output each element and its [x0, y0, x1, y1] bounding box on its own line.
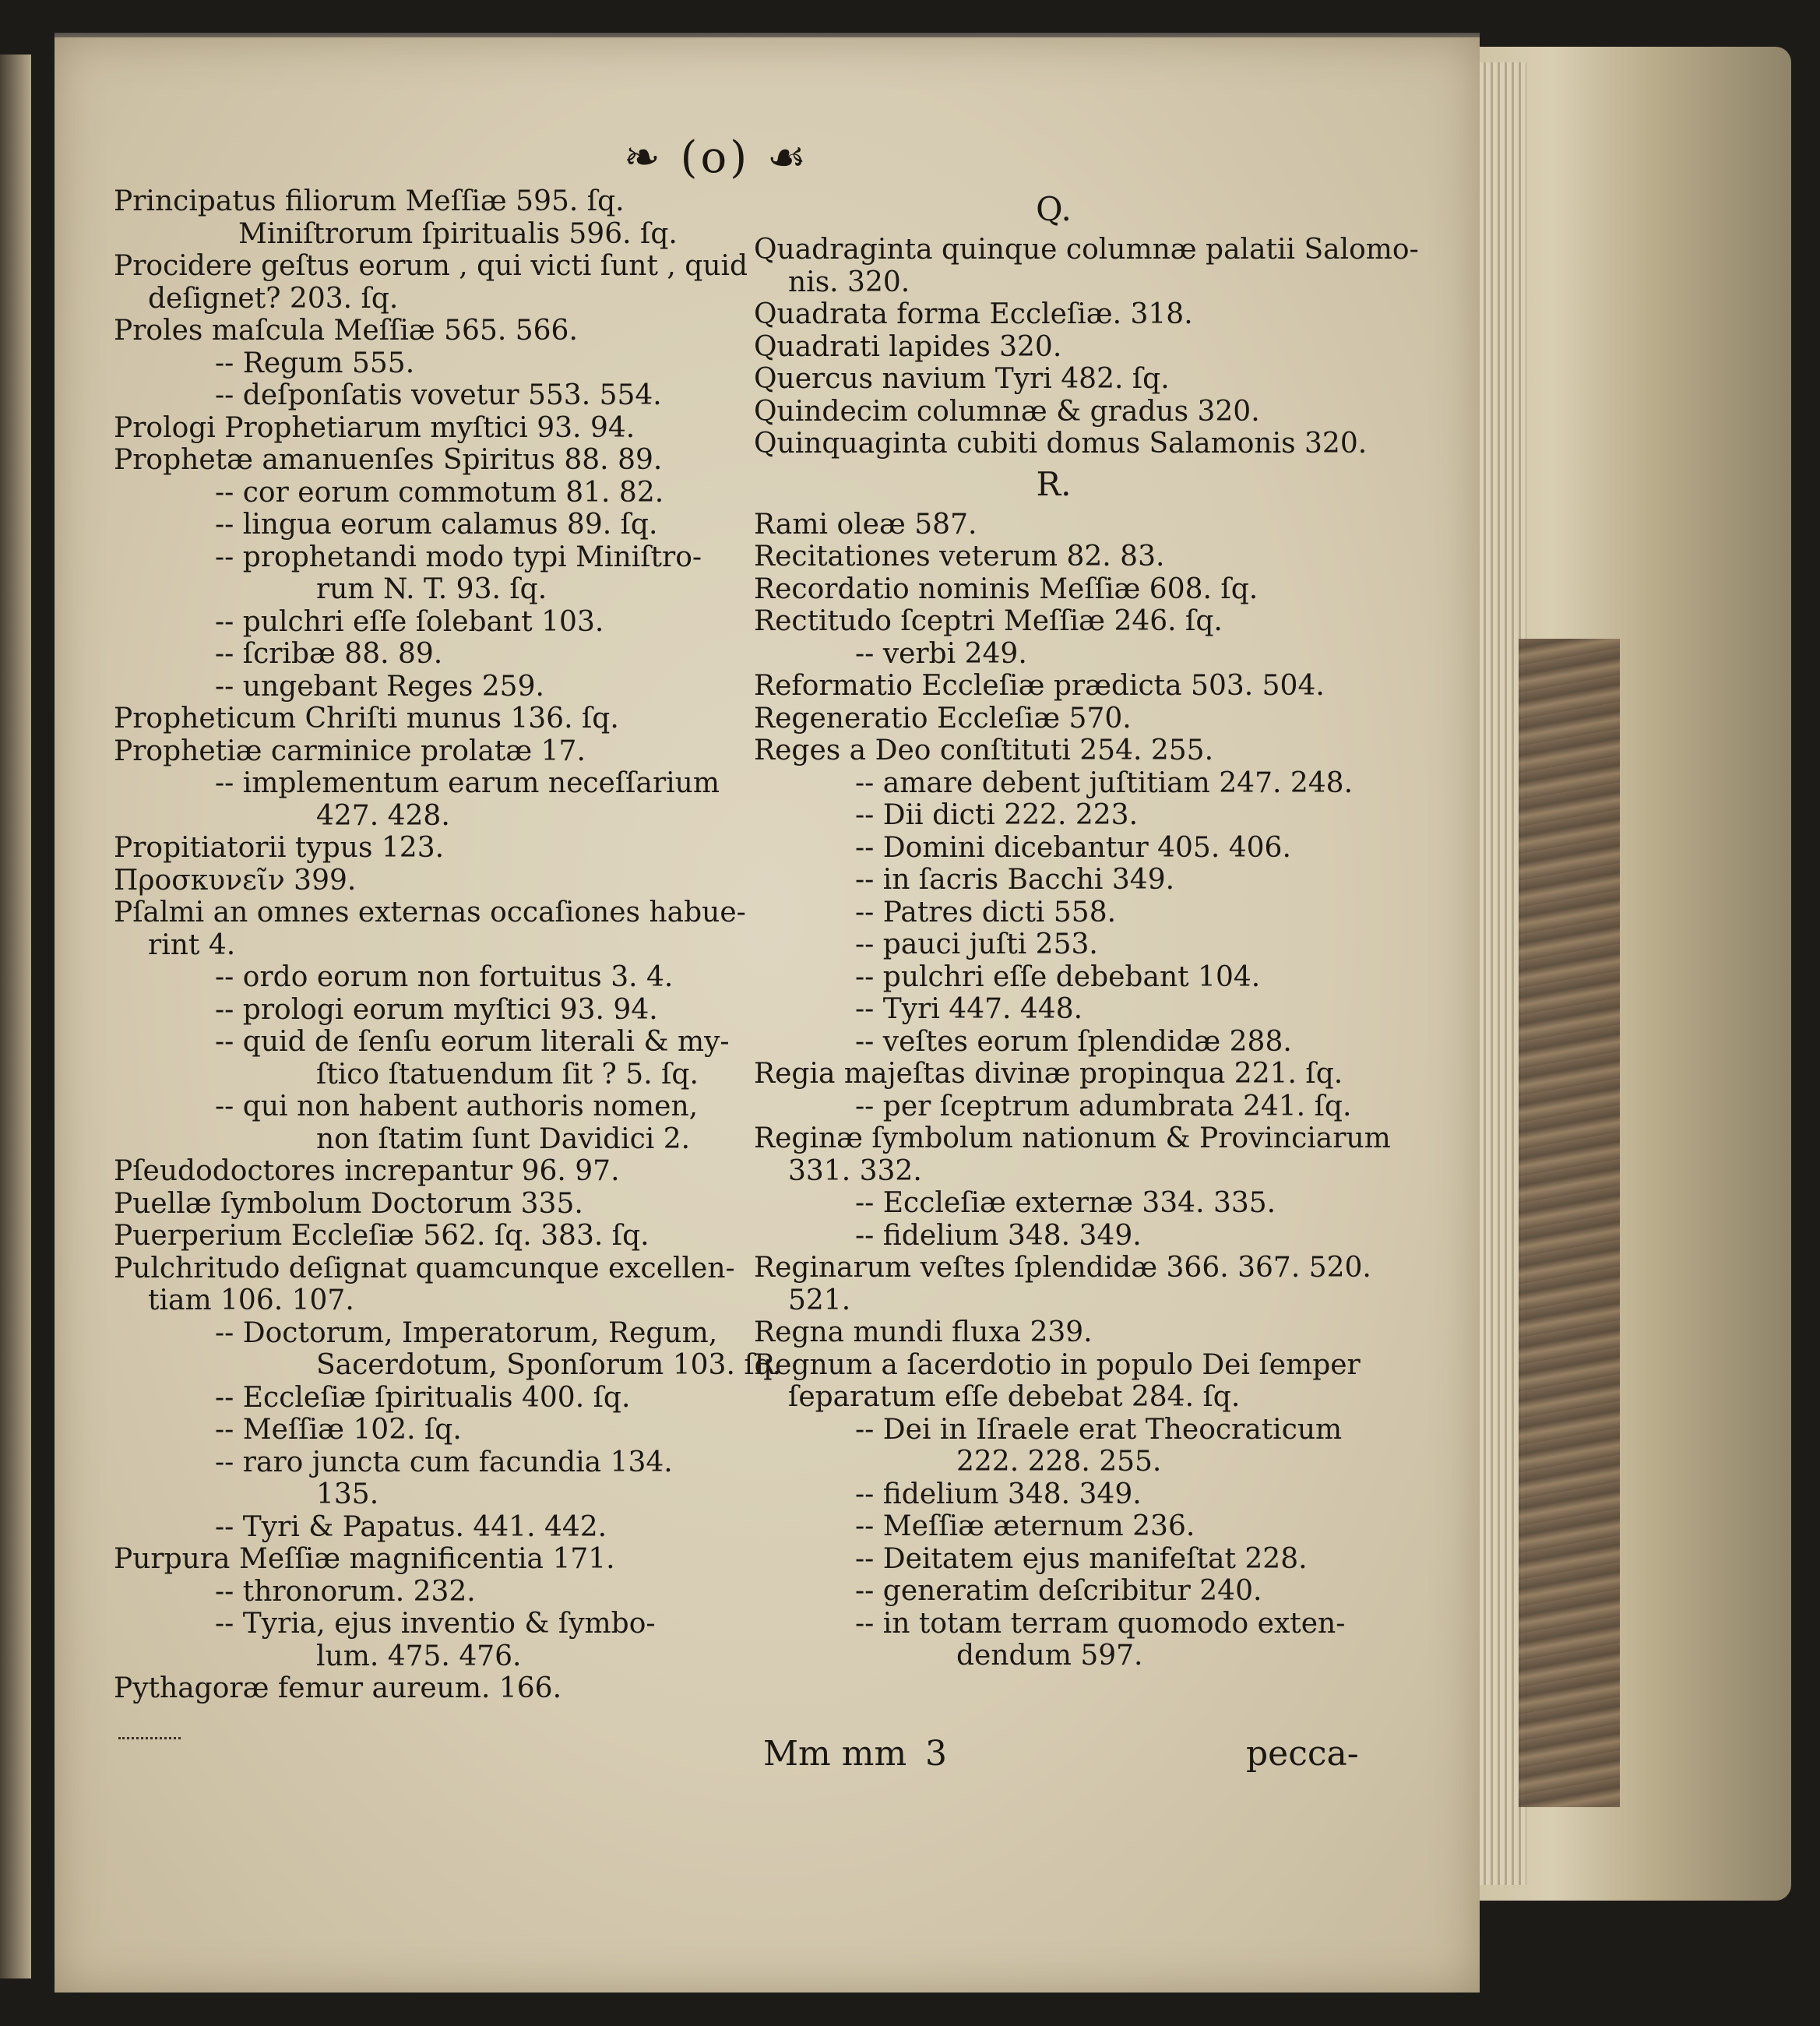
leather-binding [1519, 639, 1620, 1807]
index-entry: -- implementum earum neceſſarium [215, 767, 720, 799]
index-entry: -- Eccleſiæ ſpiritualis 400. ſq. [215, 1381, 631, 1414]
index-entry: Pſeudodoctores increpantur 96. 97. [114, 1155, 620, 1187]
index-entry: 427. 428. [316, 799, 450, 832]
index-entry: rint 4. [148, 928, 236, 961]
index-entry: -- Meſſiæ æternum 236. [855, 1510, 1195, 1542]
index-entry: Quadraginta quinque columnæ palatii Salomo- [754, 234, 1419, 266]
index-entry: -- fidelium 348. 349. [855, 1478, 1142, 1510]
index-entry: Miniſtrorum ſpiritualis 596. ſq. [238, 217, 678, 250]
signature-mark: Mm mm [763, 1734, 907, 1774]
index-entry: -- in ſacris Bacchi 349. [855, 864, 1175, 896]
index-entry: Prophetiæ carminice prolatæ 17. [114, 735, 586, 767]
index-entry: Reginarum veſtes ſplendidæ 366. 367. 520. [754, 1252, 1371, 1284]
index-entry: -- deſponſatis vovetur 553. 554. [215, 379, 662, 411]
index-entry: lum. 475. 476. [316, 1640, 522, 1672]
index-entry: Puerperium Eccleſiæ 562. ſq. 383. ſq. [114, 1220, 649, 1252]
index-entry: deſignet? 203. ſq. [148, 282, 399, 315]
index-entry: Purpura Meſſiæ magnificentia 171. [114, 1543, 615, 1575]
index-entry: Puellæ ſymbolum Doctorum 335. [114, 1187, 583, 1220]
index-entry: Regnum a ſacerdotio in populo Dei ſemper [754, 1348, 1361, 1381]
index-entry: Reformatio Eccleſiæ prædicta 503. 504. [754, 670, 1325, 702]
index-entry: Prologi Prophetiarum myſtici 93. 94. [114, 411, 635, 444]
index-entry: rum N. T. 93. ſq. [316, 573, 547, 605]
index-entry: -- Eccleſiæ externæ 334. 335. [855, 1187, 1276, 1219]
index-entry: -- quid de ſenſu eorum literali & my- [215, 1026, 730, 1058]
section-letter: Q. [1036, 190, 1072, 228]
index-entry: -- cor eorum commotum 81. 82. [215, 476, 664, 509]
index-entry: tiam 106. 107. [148, 1284, 354, 1316]
index-entry: Regia majeſtas divinæ propinqua 221. ſq. [754, 1058, 1343, 1090]
index-entry: Rami oleæ 587. [754, 508, 977, 541]
index-entry: -- Domini dicebantur 405. 406. [855, 831, 1291, 864]
index-entry: Rectitudo ſceptri Meſſiæ 246. ſq. [754, 605, 1223, 637]
index-entry: -- Deitatem ejus manifeſtat 228. [855, 1542, 1308, 1575]
right-index-column [754, 185, 1419, 1672]
index-entry: -- Tyri & Papatus. 441. 442. [215, 1510, 607, 1543]
index-entry: -- Dei in Iſraele erat Theocraticum [855, 1413, 1343, 1446]
index-entry: -- Patres dicti 558. [855, 896, 1117, 928]
left-index-column [114, 185, 782, 1705]
index-entry: Quindecim columnæ & gradus 320. [754, 395, 1260, 428]
index-entry: 331. 332. [788, 1154, 922, 1187]
index-entry: -- pauci juſti 253. [855, 928, 1098, 960]
index-entry: -- verbi 249. [855, 637, 1027, 670]
index-entry: -- Doctorum, Imperatorum, Regum, [215, 1316, 718, 1349]
index-entry: -- in totam terram quomodo exten- [855, 1607, 1346, 1640]
index-entry: Προσκυνεῖν 399. [114, 864, 357, 897]
index-entry: Propheticum Chriſti munus 136. ſq. [114, 703, 619, 735]
header-ornament-text: (o) [680, 132, 751, 183]
facing-page-edge [0, 55, 31, 1978]
index-entry: Reges a Deo conſtituti 254. 255. [754, 735, 1214, 766]
index-entry: -- Regum 555. [215, 347, 415, 379]
index-entry: Pythagoræ femur aureum. 166. [114, 1672, 562, 1704]
index-entry: -- ordo eorum non fortuitus 3. 4. [215, 961, 674, 993]
signature-number: 3 [925, 1734, 947, 1774]
index-entry: -- ſcribæ 88. 89. [215, 638, 443, 670]
index-entry: -- amare debent juſtitiam 247. 248. [855, 766, 1354, 799]
index-entry: Procidere geſtus eorum , qui victi ſunt , quid [114, 250, 748, 282]
index-entry: -- prologi eorum myſtici 93. 94. [215, 993, 658, 1026]
index-entry: Quinquaginta cubiti domus Salamonis 320. [754, 428, 1368, 460]
index-entry: Pſalmi an omnes externas occaſiones habue- [114, 897, 746, 928]
catchword: pecca- [1246, 1734, 1359, 1774]
index-entry: 521. [788, 1284, 851, 1316]
index-entry: Recitationes veterum 82. 83. [754, 541, 1165, 573]
index-entry: -- thronorum. 232. [215, 1575, 476, 1608]
index-entry: dendum 597. [956, 1640, 1143, 1672]
index-entry: Pulchritudo deſignat quamcunque excellen- [114, 1252, 735, 1284]
index-entry: Quadrati lapides 320. [754, 330, 1062, 363]
index-entry: Principatus filiorum Meſſiæ 595. ſq. [114, 185, 625, 217]
index-entry: -- pulchri eſſe ſolebant 103. [215, 605, 604, 638]
index-entry: -- qui non habent authoris nomen, [215, 1091, 699, 1122]
index-entry: Quercus navium Tyri 482. ſq. [754, 363, 1170, 395]
index-entry: ſeparatum eſſe debebat 284. ſq. [788, 1381, 1241, 1413]
index-entry: ſtico ſtatuendum ſit ? 5. ſq. [316, 1058, 699, 1091]
index-entry: Proles maſcula Meſſiæ 565. 566. [114, 315, 578, 347]
index-entry: Prophetæ amanuenſes Spiritus 88. 89. [114, 444, 663, 476]
printer-mark [118, 1737, 181, 1742]
index-entry: -- lingua eorum calamus 89. ſq. [215, 509, 658, 541]
index-entry: -- generatim deſcribitur 240. [855, 1575, 1262, 1607]
index-entry: -- pulchri eſſe debebant 104. [855, 960, 1261, 993]
header-ornament-right: ☙ [766, 132, 810, 183]
index-entry: Propitiatorii typus 123. [114, 832, 445, 864]
header-ornament-left: ❧ [623, 132, 664, 183]
index-entry: -- Tyria, ejus inventio & ſymbo- [215, 1608, 656, 1640]
index-entry: -- prophetandi modo typi Miniſtro- [215, 541, 702, 573]
index-entry: -- Tyri 447. 448. [855, 993, 1083, 1025]
index-entry: Regna mundi fluxa 239. [754, 1316, 1093, 1348]
index-entry: -- veſtes eorum ſplendidæ 288. [855, 1025, 1292, 1058]
index-entry: -- Dii dicti 222. 223. [855, 799, 1139, 831]
section-letter: R. [1036, 464, 1072, 503]
index-entry: Quadrata forma Eccleſiæ. 318. [754, 298, 1193, 330]
index-entry: Reginæ ſymbolum nationum & Provinciarum [754, 1122, 1391, 1154]
index-entry: non ſtatim ſunt Davidici 2. [316, 1122, 691, 1155]
index-entry: nis. 320. [788, 266, 910, 298]
index-entry: -- raro juncta cum facundia 134. [215, 1446, 673, 1478]
index-entry: Recordatio nominis Meſſiæ 608. ſq. [754, 573, 1259, 605]
index-entry: -- per ſceptrum adumbrata 241. ſq. [855, 1090, 1352, 1122]
page-header [592, 132, 841, 183]
index-entry: Regeneratio Eccleſiæ 570. [754, 702, 1132, 735]
index-entry: -- Meſſiæ 102. ſq. [215, 1414, 462, 1446]
index-entry: -- fidelium 348. 349. [855, 1219, 1142, 1252]
index-entry: -- ungebant Reges 259. [215, 670, 544, 703]
index-entry: 222. 228. 255. [956, 1446, 1162, 1478]
index-entry: Sacerdotum, Sponſorum 103. ſq. [316, 1349, 782, 1381]
index-entry: 135. [316, 1478, 379, 1510]
